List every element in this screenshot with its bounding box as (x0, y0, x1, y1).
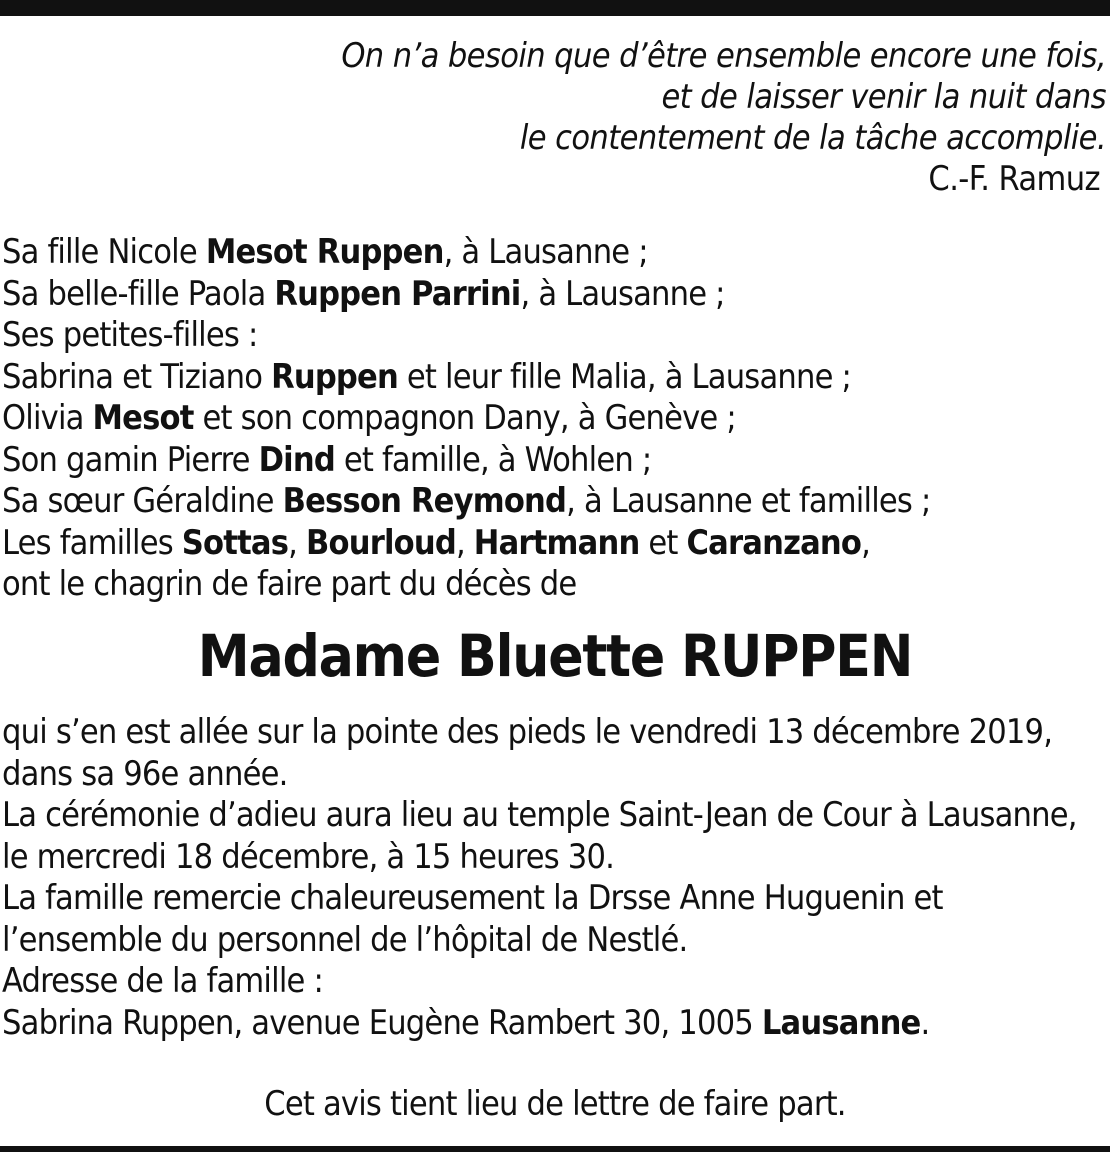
family-line-sabrina: Sabrina et Tiziano Ruppen et leur fille Malia, à Lausanne ; (2, 356, 852, 397)
family-line-announcement: ont le chagrin de faire part du décès de (2, 564, 577, 604)
closing-note: Cet avis tient lieu de lettre de faire part. (264, 1084, 846, 1124)
family-name: Sottas (181, 522, 289, 563)
ceremony-details (2, 712, 1102, 1044)
quote-author: C.-F. Ramuz (928, 159, 1100, 199)
details-line-1: qui s’en est allée sur la pointe des pieds le vendredi 13 décembre 2019, (2, 712, 1053, 752)
quote-line-3: le contentement de la tâche accomplie. (519, 118, 1106, 158)
details-line-5: La famille remercie chaleureusement la Drsse Anne Huguenin et (2, 878, 943, 918)
family-announcement (2, 232, 1102, 606)
details-line-7: Adresse de la famille : (2, 961, 323, 1001)
deceased-name-heading: Madame Bluette RUPPEN (197, 622, 913, 690)
family-name: Ruppen Parrini (274, 273, 521, 314)
family-name: Ruppen (271, 356, 398, 397)
epigraph-quote (206, 36, 1106, 200)
family-line-families: Les familles Sottas, Bourloud, Hartmann et Caranzano, (2, 522, 871, 563)
family-name: Dind (258, 439, 335, 480)
address-city: Lausanne (761, 1002, 921, 1043)
details-line-6: l’ensemble du personnel de l’hôpital de Nestlé. (2, 919, 688, 960)
family-line-sister: Sa sœur Géraldine Besson Reymond, à Lausanne et familles ; (2, 481, 931, 521)
family-name: Hartmann (473, 522, 640, 563)
family-name: Mesot (92, 398, 194, 438)
details-line-3: La cérémonie d’adieu aura lieu au temple Saint-Jean de Cour à Lausanne, (2, 795, 1077, 835)
top-border-rule (0, 0, 1110, 16)
family-line-daughter-in-law: Sa belle-fille Paola Ruppen Parrini, à Lausanne ; (2, 273, 725, 314)
family-name: Mesot Ruppen (205, 232, 444, 272)
family-address: Sabrina Ruppen, avenue Eugène Rambert 30, 1005 Lausanne. (2, 1002, 930, 1043)
family-line-olivia: Olivia Mesot et son compagnon Dany, à Genève ; (2, 398, 736, 438)
family-line-daughter: Sa fille Nicole Mesot Ruppen, à Lausanne ; (2, 232, 648, 272)
family-name: Besson Reymond (282, 481, 567, 521)
details-line-4: le mercredi 18 décembre, à 15 heures 30. (2, 836, 615, 877)
details-line-2: dans sa 96e année. (2, 753, 288, 794)
family-line-granddaughters-heading: Ses petites-filles : (2, 315, 258, 355)
quote-line-2: et de laisser venir la nuit dans (661, 77, 1106, 117)
bottom-border-rule (0, 1146, 1110, 1152)
family-name: Caranzano (686, 522, 862, 563)
quote-line-1: On n’a besoin que d’être ensemble encore une fois, (341, 36, 1106, 76)
family-name: Bourloud (305, 522, 456, 563)
family-line-pierre: Son gamin Pierre Dind et famille, à Wohlen ; (2, 439, 652, 480)
